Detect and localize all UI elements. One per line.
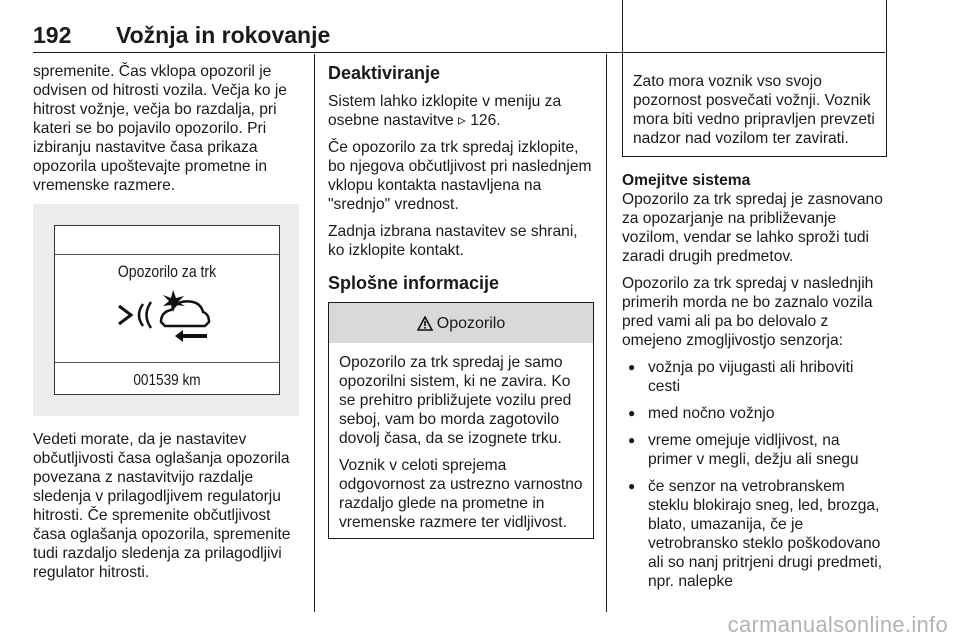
col2-paragraph-1 (328, 92, 594, 130)
page-reference-icon: ▹ (458, 112, 466, 129)
list-item: ● če senzor na vetrobranskem steklu blokirajo sneg, led, brozga, blato, umazanija, če je vetrobransko steklo poškodovano ali so nanj pritrjeni drugi predmeti, npr. nalepke (622, 477, 887, 591)
warning-box-continued (622, 0, 887, 157)
column-2 (328, 62, 594, 539)
list-item: ● vreme omejuje vidljivost, na primer v megli, dežju ali snegu (622, 431, 887, 469)
display-divider-top (55, 254, 279, 255)
list-item: ● vožnja po vijugasti ali hriboviti cesti (622, 358, 887, 396)
col1-paragraph-2: Vedeti morate, da je nastavitev občutljivosti časa oglašanja opozorila povezana z nastavitvijo razdalje sledenja v prilagodljivem regulatorju hitrosti. Če spremenite občutljivost časa oglašanja opozorila, spremenite tudi razdaljo sledenja za prilagodljivi regulator hitrosti. (33, 431, 291, 581)
warning-continued-text: Zato mora voznik vso svojo pozornost posvečati vožnji. Voznik mora biti vedno pripravljen prevzeti nadzor nad vozilom ter zavirati. (633, 73, 875, 147)
warning-continued-body (623, 0, 886, 156)
col2-paragraph-1-text: Sistem lahko izklopite v meniju za osebne nastavitve (328, 93, 562, 129)
page-reference[interactable]: 126. (470, 112, 501, 129)
heading-deaktiviranje: Deaktiviranje (328, 63, 441, 83)
list-item: ● med nočno vožnjo (622, 404, 887, 423)
display-divider-bottom (55, 362, 279, 363)
info-display-screen (54, 225, 280, 395)
warning-body (329, 343, 593, 538)
col2-paragraph-2: Če opozorilo za trk spredaj izklopite, bo njegova občutljivost pri naslednjem vklopu kontakta nastavljena na "srednjo" vrednost. (328, 139, 592, 213)
column-divider-2 (606, 54, 607, 612)
warning-header (329, 302, 593, 343)
watermark: carmanualsonline.info (727, 612, 948, 637)
warning-paragraph-2: Voznik v celoti sprejema odgovornost za ustrezno varnostno razdaljo glede na prometne in vremenske razmere ter vidljivost. (339, 457, 583, 531)
warning-title: Opozorilo (436, 314, 506, 332)
chapter-title: Vožnja in rokovanje (116, 22, 331, 48)
col3-paragraph-1: Opozorilo za trk spredaj je zasnovano za opozarjanje na približevanje vozilom, vendar se lahko sproži tudi zaradi drugih predmetov. (622, 191, 883, 265)
forward-collision-car-icon (113, 288, 223, 346)
subheading-omejitve-sistema: Omejitve sistema (622, 172, 751, 189)
column-3 (622, 62, 887, 599)
col1-paragraph-1: spremenite. Čas vklopa opozoril je odvisen od hitrosti vozila. Večja ko je hitrost vožnje, večja bo razdalja, pri kateri se bo pojavilo opozorilo. Pri izbiranju nastavitve časa prikaza opozorila upoštevajte prometne in vremenske razmere. (33, 63, 287, 194)
col3-paragraph-2: Opozorilo za trk spredaj v naslednjih primerih morda ne bo zaznalo vozila pred vami ali pa bo delovalo z omejeno zmogljivostjo senzorja: (622, 275, 874, 349)
heading-splosne-informacije: Splošne informacije (328, 273, 500, 293)
display-figure (33, 204, 299, 416)
odometer-readout: 001539 km (133, 372, 201, 389)
limitations-list (622, 358, 887, 591)
col2-paragraph-3: Zadnja izbrana nastavitev se shrani, ko izklopite kontakt. (328, 223, 578, 259)
column-1 (33, 62, 301, 590)
warning-box (328, 302, 594, 539)
column-divider-1 (314, 54, 315, 612)
warning-triangle-icon (417, 316, 433, 331)
warning-paragraph-1: Opozorilo za trk spredaj je samo opozorilni sistem, ki ne zavira. Ko se prehitro približujete vozilu pred seboj, vam bo morda zagotovilo dovolj časa, da se izognete trku. (339, 354, 572, 447)
page-number: 192 (33, 22, 72, 48)
display-title: Opozorilo za trk (117, 263, 217, 281)
